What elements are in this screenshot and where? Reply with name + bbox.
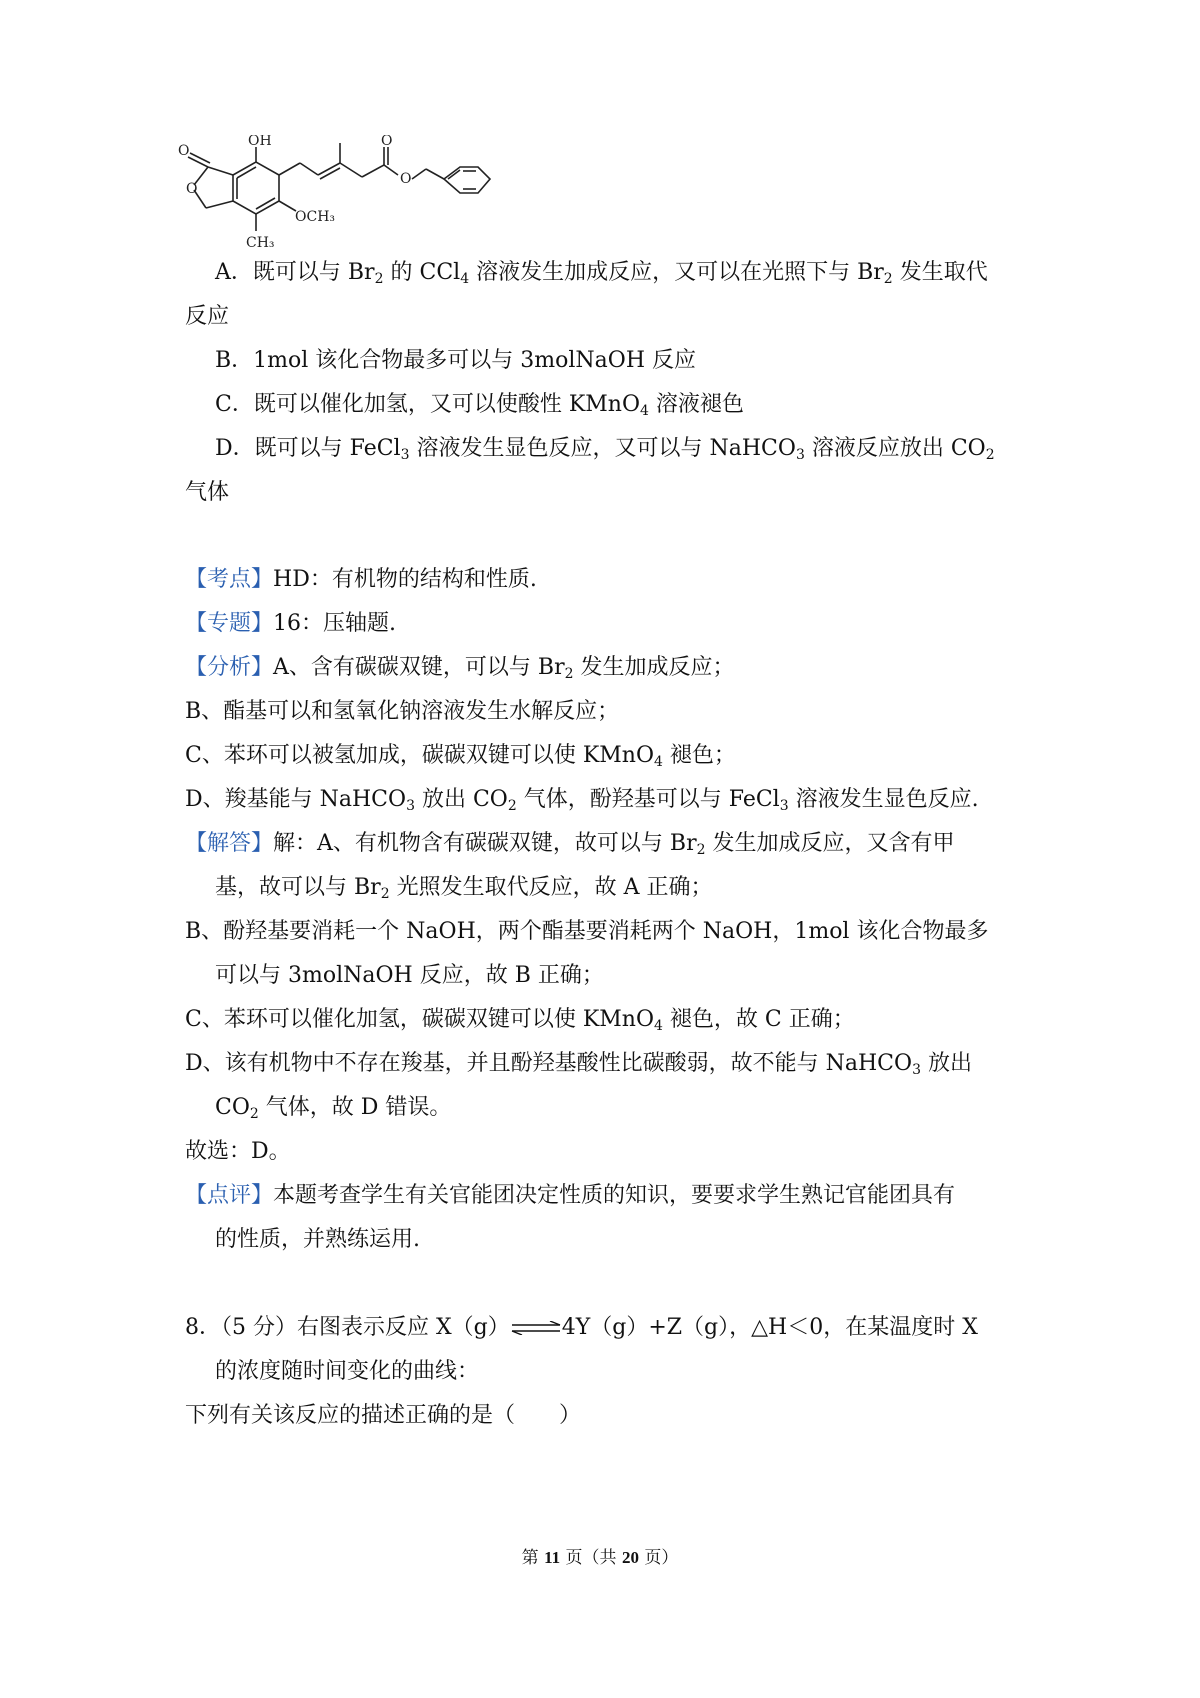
option-b: B．1mol 该化合物最多可以与 3molNaOH 反应 xyxy=(215,348,697,373)
question8-line2: 的浓度随时间变化的曲线： xyxy=(215,1359,480,1384)
fenxi-tag: 【分析】 xyxy=(185,655,274,680)
option-a-line1: A．既可以与 $Br_2$ 的 CCl$_4$ 溶液发生加成反应，又可以在光照下与 $Br_2$ 发生取代 xyxy=(215,260,988,287)
label-ester-o: O xyxy=(400,171,412,187)
fenxi: 【分析】A、含有碳碳双键，可以与 $Br_2$ 发生加成反应； xyxy=(185,655,735,682)
fenxi-d: D、羧基能与 NaHCO$_3$ 放出 $CO_2$ 气体，酚羟基可以与 FeCl$_3$ 溶液发生显色反应. xyxy=(185,787,979,814)
jieda-c: C、苯环可以催化加氢，碳碳双键可以使 KMnO$_4$ 褪色，故 C 正确； xyxy=(185,1007,855,1034)
kaodian-tag: 【考点】 xyxy=(185,567,274,592)
option-d-line1: D．既可以与 FeCl$_3$ 溶液发生显色反应，又可以与 NaHCO$_3$ 溶液反应放出 $CO_2$ xyxy=(215,436,995,463)
jieda-tag: 【解答】 xyxy=(185,831,274,856)
label-oh: OH xyxy=(248,135,272,149)
jieda-b2: 可以与 3molNaOH 反应，故 B 正确； xyxy=(215,963,604,988)
page-number: 11 xyxy=(544,1548,561,1567)
zhuanti: 【专题】16：压轴题. xyxy=(185,611,397,636)
option-d-line2: 气体 xyxy=(185,480,230,505)
question8-line3: 下列有关该反应的描述正确的是（ ） xyxy=(185,1403,582,1428)
label-ring-o: O xyxy=(186,181,198,197)
fenxi-c: C、苯环可以被氢加成，碳碳双键可以使 KMnO$_4$ 褪色； xyxy=(185,743,736,770)
kaodian: 【考点】HD：有机物的结构和性质. xyxy=(185,567,537,592)
label-och3: OCH₃ xyxy=(295,209,336,225)
dianping-tag: 【点评】 xyxy=(185,1183,274,1208)
option-c: C．既可以催化加氢，又可以使酸性 KMnO$_4$ 溶液褪色 xyxy=(215,392,744,419)
jieda-d1: D、该有机物中不存在羧基，并且酚羟基酸性比碳酸弱，故不能与 NaHCO$_3$ 放出 xyxy=(185,1051,972,1078)
zhuanti-tag: 【专题】 xyxy=(185,611,274,636)
core-ring xyxy=(233,162,279,214)
option-a-line2: 反应 xyxy=(185,304,230,329)
guxuan: 故选：D。 xyxy=(185,1139,291,1164)
equilibrium-arrow-icon xyxy=(510,1321,562,1335)
question8-line1: 8．（5 分）右图表示反应 X（g） 4Y（g）+Z（g），△H＜0，在某温度时 X xyxy=(185,1315,978,1340)
label-ester-carbonyl-o: O xyxy=(381,135,393,149)
fenxi-b: B、酯基可以和氢氧化钠溶液发生水解反应； xyxy=(185,699,620,724)
page-total: 20 xyxy=(621,1548,639,1567)
jieda-d2: $CO_2$ 气体，故 D 错误。 xyxy=(215,1095,452,1122)
jieda: 【解答】解：A、有机物含有碳碳双键，故可以与 $Br_2$ 发生加成反应，又含有甲 xyxy=(185,831,955,858)
chemical-structure-diagram xyxy=(178,135,538,275)
label-carbonyl-o: O xyxy=(178,143,190,159)
jieda-a2: 基，故可以与 $Br_2$ 光照发生取代反应，故 A 正确； xyxy=(215,875,713,902)
jieda-b1: B、酚羟基要消耗一个 NaOH，两个酯基要消耗两个 NaOH，1mol 该化合物最多 xyxy=(185,919,989,944)
dianping: 【点评】本题考查学生有关官能团决定性质的知识，要要求学生熟记官能团具有 xyxy=(185,1183,956,1208)
label-ch3: CH₃ xyxy=(246,235,275,251)
page-footer: 第 11 页（共 20 页） xyxy=(521,1548,679,1568)
dianping2: 的性质，并熟练运用. xyxy=(215,1227,420,1252)
